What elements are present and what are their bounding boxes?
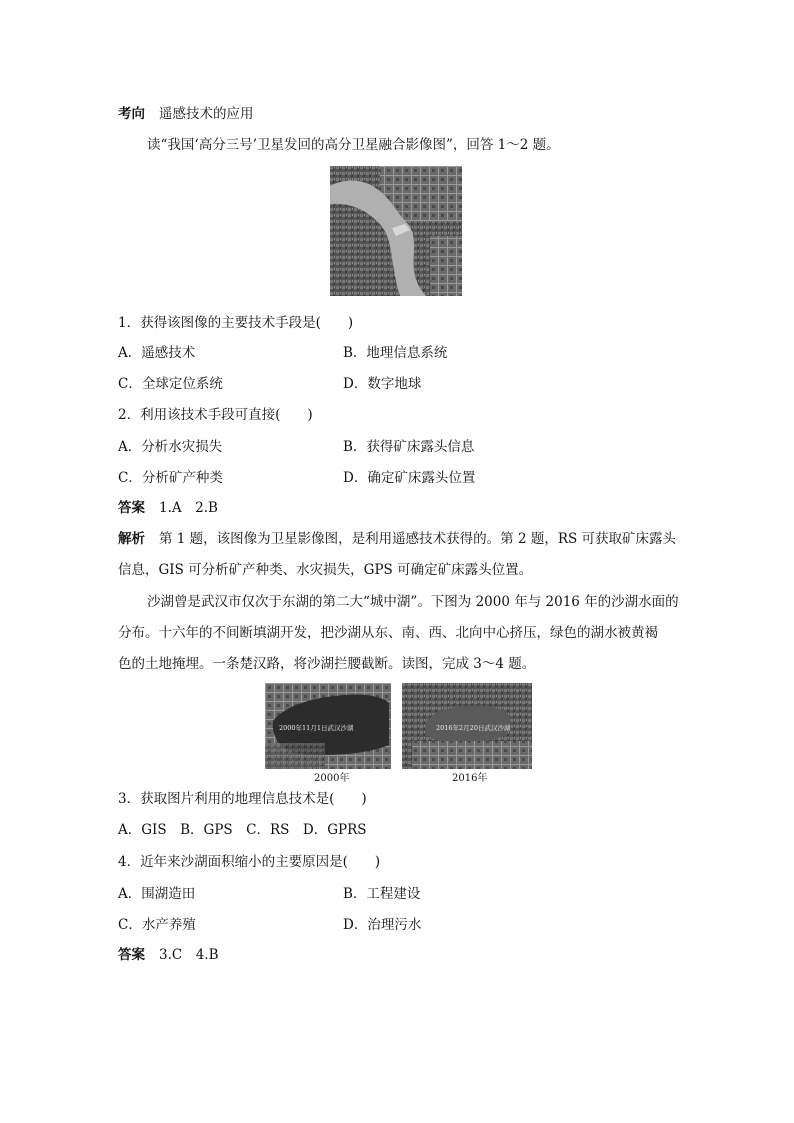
q1-option-a: A．遥感技术: [118, 345, 196, 361]
section-heading: [118, 105, 254, 123]
sha-lake-2000-image: [265, 683, 391, 769]
q1-option-b: B．地理信息系统: [343, 345, 448, 361]
q2-option-b: B．获得矿床露头信息: [343, 439, 475, 455]
q1-option-d: D．数字地球: [343, 376, 422, 392]
analysis-line-2: 信息，GIS 可分析矿产种类、水灾损失，GPS 可确定矿床露头位置。: [118, 562, 533, 578]
answer-label: 答案: [118, 500, 145, 516]
intro-text: 读“我国‘高分三号’卫星发回的高分卫星融合影像图”，回答 1～2 题。: [147, 137, 560, 153]
caption-2000: 2000年: [314, 773, 350, 784]
q2-option-d: D．确定矿床露头位置: [343, 470, 476, 486]
answer-text: 1.A 2.B: [159, 500, 218, 516]
q4-option-b: B．工程建设: [343, 886, 421, 902]
answer-2: [118, 946, 219, 964]
passage-line-2: 分布。十六年的不间断填湖开发，把沙湖从东、南、西、北向中心挤压，绿色的湖水被黄褐: [118, 625, 658, 641]
q2-option-a: A．分析水灾损失: [118, 439, 223, 455]
q3-options: A．GIS B．GPS C．RS D．GPRS: [118, 822, 367, 838]
section-title: 遥感技术的应用: [159, 106, 254, 122]
answer-label-2: 答案: [118, 947, 145, 963]
analysis-line-1: [118, 530, 676, 548]
passage-line-3: 色的土地掩埋。一条楚汉路，将沙湖拦腰截断。读图，完成 3～4 题。: [118, 656, 536, 672]
q1-stem: 1．获得该图像的主要技术手段是( ): [118, 315, 354, 331]
satellite-image: [330, 166, 462, 296]
answer-text-2: 3.C 4.B: [159, 947, 219, 963]
q3-stem: 3．获取图片利用的地理信息技术是( ): [118, 791, 367, 807]
sha-lake-2016-label: 2016年2月20日武汉沙湖: [436, 724, 511, 732]
q4-stem: 4．近年来沙湖面积缩小的主要原因是( ): [118, 854, 381, 870]
q4-option-c: C．水产养殖: [118, 917, 196, 933]
q4-option-d: D．治理污水: [343, 917, 422, 933]
caption-2016: 2016年: [452, 773, 488, 784]
q1-option-c: C．全球定位系统: [118, 376, 223, 392]
q4-option-a: A．围湖造田: [118, 886, 196, 902]
q2-stem: 2．利用该技术手段可直接( ): [118, 407, 313, 423]
answer-1: [118, 499, 218, 517]
sha-lake-2016-image: [402, 683, 532, 769]
q2-option-c: C．分析矿产种类: [118, 470, 223, 486]
analysis-text-1: 第 1 题，该图像为卫星影像图，是利用遥感技术获得的。第 2 题，RS 可获取矿床露头: [159, 531, 677, 547]
analysis-label: 解析: [118, 531, 145, 547]
sha-lake-2000-label: 2000年11月1日武汉沙湖: [279, 724, 354, 732]
section-label: 考向: [118, 106, 145, 122]
passage-line-1: 沙湖曾是武汉市仅次于东湖的第二大“城中湖”。下图为 2000 年与 2016 年的沙湖水面的: [147, 594, 679, 610]
